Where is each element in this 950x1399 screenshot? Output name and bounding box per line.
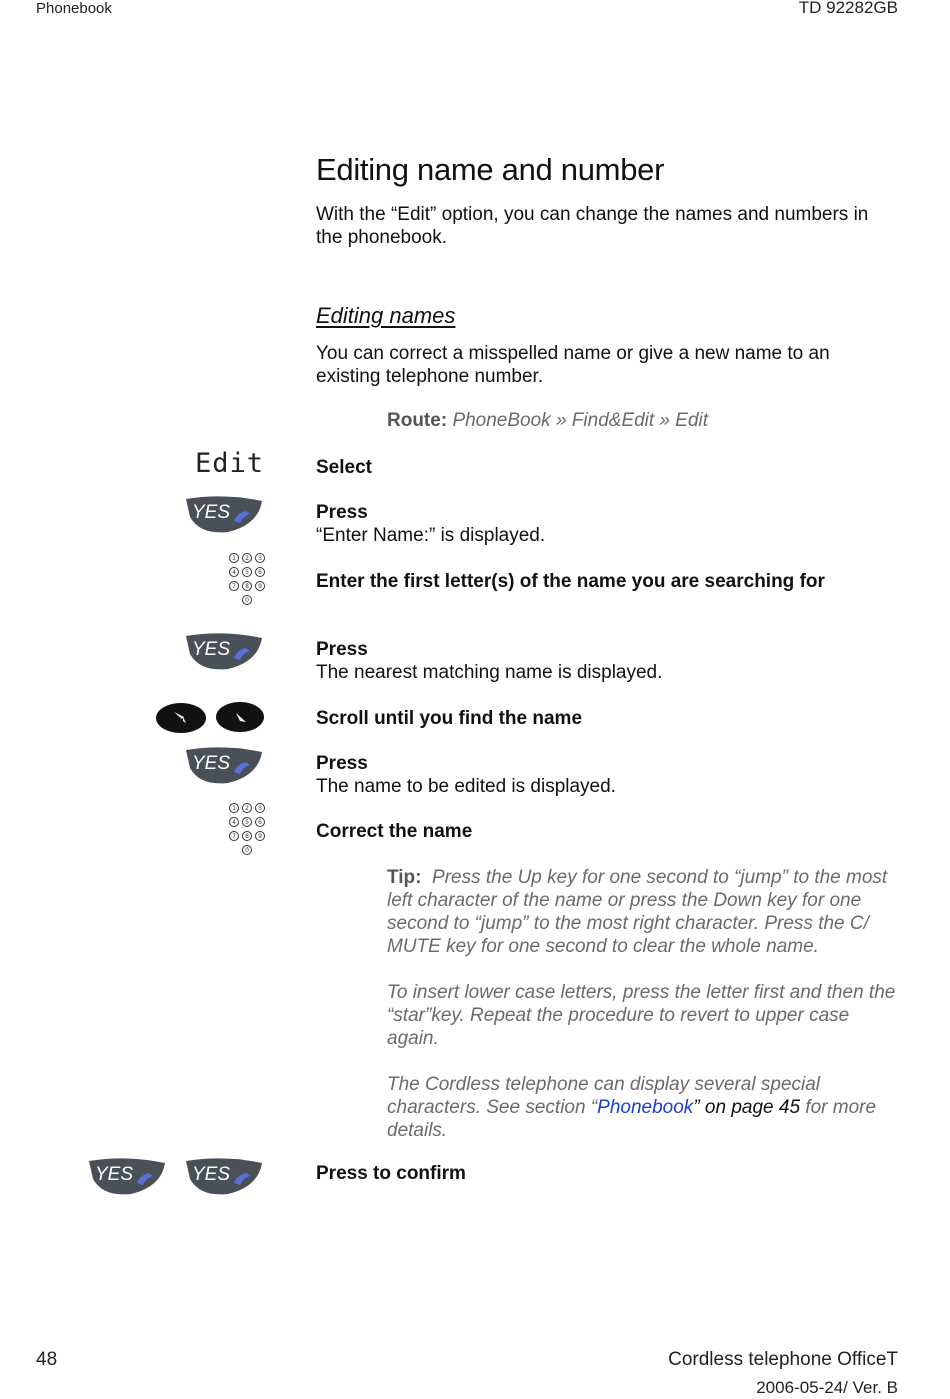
svg-text:5: 5 <box>245 819 249 826</box>
section-heading: Editing names <box>316 303 456 328</box>
svg-text:1: 1 <box>232 805 236 812</box>
phonebook-link[interactable]: Phonebook <box>597 1097 694 1118</box>
svg-text:0: 0 <box>245 847 249 854</box>
step-correct-name: Correct the name <box>316 821 473 842</box>
svg-text:8: 8 <box>245 833 249 840</box>
page-reference: ” on page 45 <box>693 1097 801 1118</box>
svg-text:YES: YES <box>192 1164 231 1185</box>
product-name: Cordless telephone OfficeT <box>668 1349 898 1370</box>
route-path: PhoneBook » Find&Edit » Edit <box>452 410 709 431</box>
svg-text:YES: YES <box>192 753 231 774</box>
svg-text:4: 4 <box>232 569 236 576</box>
lcd-display-edit: Edit <box>195 448 265 479</box>
svg-text:4: 4 <box>232 819 236 826</box>
step-enter-letters: Enter the first letter(s) of the name you are searching for <box>316 571 825 592</box>
step-press-3: Press The name to be edited is displayed. <box>316 753 616 797</box>
step-scroll: Scroll until you find the name <box>316 708 583 729</box>
svg-text:9: 9 <box>258 583 262 590</box>
svg-text:YES: YES <box>95 1164 134 1185</box>
page-number: 48 <box>36 1349 58 1370</box>
document-number: TD 92282GB <box>798 0 898 17</box>
svg-text:1: 1 <box>232 555 236 562</box>
intro-text: With the “Edit” option, you can change the names and numbers in the phonebook. <box>316 204 869 248</box>
svg-text:7: 7 <box>232 583 236 590</box>
svg-text:2: 2 <box>245 805 249 812</box>
step-select: Select <box>316 457 372 478</box>
svg-text:7: 7 <box>232 833 236 840</box>
yes-key-icon <box>184 495 264 535</box>
step-press-2: Press The nearest matching name is displayed. <box>316 639 663 683</box>
svg-text:8: 8 <box>245 583 249 590</box>
svg-text:YES: YES <box>192 639 231 660</box>
step-press-confirm: Press to confirm <box>316 1163 466 1184</box>
route-label: Route: <box>387 410 448 431</box>
version-date: 2006-05-24/ Ver. B <box>756 1378 898 1397</box>
tip-block: Tip: Press the Up key for one second to “jump” to the most left character of the name or press the Down key for one second to “jump” to the most right character. Press the C/ MUTE key for one second to clear the whole name. To insert lower case letters, press the letter first and then the “star”key. Repeat the procedure to revert to upper case again. The Cordless telephone can display several special characters. See section “Phonebook” on page 45 for more details. <box>387 867 896 1141</box>
yes-key-icon <box>184 632 264 672</box>
svg-text:YES: YES <box>192 502 231 523</box>
svg-text:6: 6 <box>258 819 262 826</box>
yes-key-icon <box>184 1157 264 1197</box>
scroll-keys-icon <box>156 701 266 737</box>
page-title: Editing name and number <box>316 152 665 187</box>
step-press-1: Press “Enter Name:” is displayed. <box>316 502 546 546</box>
svg-text:2: 2 <box>245 555 249 562</box>
yes-key-icon <box>87 1157 167 1197</box>
svg-text:6: 6 <box>258 569 262 576</box>
route-line <box>387 410 708 432</box>
running-header-section: Phonebook <box>36 0 112 17</box>
svg-text:9: 9 <box>258 833 262 840</box>
tip-label: Tip: <box>387 867 422 888</box>
svg-text:3: 3 <box>258 805 262 812</box>
svg-text:5: 5 <box>245 569 249 576</box>
section-paragraph: You can correct a misspelled name or give a new name to an existing telephone number. <box>316 343 830 387</box>
svg-text:3: 3 <box>258 555 262 562</box>
keypad-icon <box>228 801 268 857</box>
svg-text:0: 0 <box>245 597 249 604</box>
keypad-icon <box>228 551 268 607</box>
yes-key-icon <box>184 746 264 786</box>
